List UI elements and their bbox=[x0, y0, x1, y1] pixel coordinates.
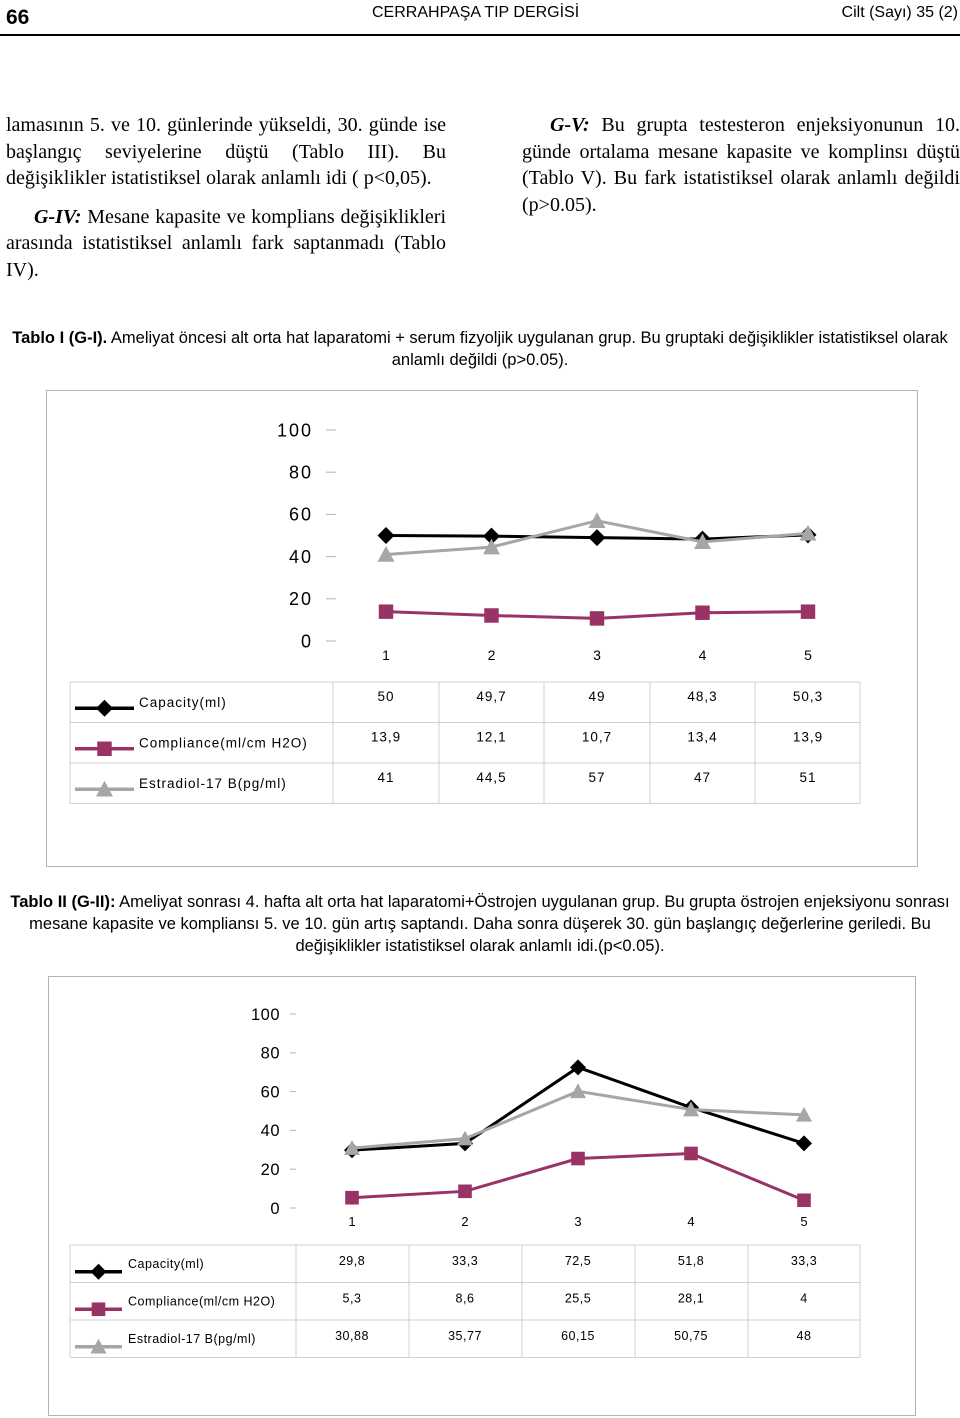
data-label: 44,5 bbox=[476, 769, 507, 785]
data-label: 60,15 bbox=[561, 1329, 595, 1344]
data-label: 57 bbox=[588, 769, 606, 785]
data-point bbox=[458, 1185, 472, 1199]
y-tick-label: 80 bbox=[288, 462, 313, 483]
journal-name: CERRAHPAŞA TIP DERGİSİ bbox=[372, 4, 580, 21]
g4-text: Mesane kapasite ve komplians değişiklikleri arasında istatistiksel anlamlı fark saptanmadı (Tablo IV). bbox=[6, 205, 446, 281]
data-label: 33,3 bbox=[790, 1254, 818, 1269]
data-label: 13,9 bbox=[370, 729, 402, 745]
data-label: 30,88 bbox=[335, 1329, 369, 1344]
data-label: 50,75 bbox=[674, 1329, 708, 1344]
x-tick-label: 5 bbox=[800, 1214, 808, 1229]
data-label: 8,6 bbox=[455, 1291, 475, 1306]
series-name: Capacity(ml) bbox=[139, 694, 227, 710]
data-label: 49,7 bbox=[476, 688, 507, 704]
x-tick-label: 4 bbox=[687, 1214, 695, 1229]
y-tick-label: 40 bbox=[260, 1122, 280, 1141]
series-name: Estradiol-17 B(pg/ml) bbox=[128, 1332, 256, 1347]
table-1-caption-text: Ameliyat öncesi alt orta hat laparatomi + serum fizyoljik uygulanan grup. Bu gruptaki değişiklikler istatistiksel olarak anlamlı değildi (p>0.05). bbox=[107, 329, 948, 369]
data-point bbox=[571, 1152, 585, 1166]
left-paragraph-1: lamasının 5. ve 10. günlerinde yükseldi, 30. günde ise başlangıç seviyelerine düştü (Tablo III). Bu değişiklikler istatistiksel olarak anlamlı idi ( p<0,05). bbox=[6, 114, 446, 189]
data-label: 10,7 bbox=[581, 729, 613, 745]
y-tick-label: 40 bbox=[288, 546, 313, 567]
y-tick-label: 0 bbox=[300, 631, 313, 652]
data-label: 29,8 bbox=[338, 1254, 366, 1269]
y-tick-label: 80 bbox=[260, 1044, 280, 1063]
x-tick-label: 2 bbox=[487, 647, 496, 663]
data-label: 35,77 bbox=[448, 1329, 482, 1344]
x-tick-label: 1 bbox=[348, 1214, 356, 1229]
data-label: 25,5 bbox=[564, 1291, 592, 1306]
data-label: 72,5 bbox=[564, 1254, 592, 1269]
data-label: 28,1 bbox=[677, 1291, 705, 1306]
table-2-label: Tablo II (G-II): bbox=[10, 893, 116, 911]
x-tick-label: 5 bbox=[804, 647, 812, 663]
data-label: 47 bbox=[693, 769, 712, 785]
data-label: 13,4 bbox=[687, 729, 718, 745]
y-tick-label: 60 bbox=[288, 504, 313, 525]
legend-key-marker bbox=[91, 1264, 107, 1280]
x-tick-label: 4 bbox=[698, 647, 707, 663]
data-point bbox=[570, 1059, 586, 1075]
series-name: Capacity(ml) bbox=[128, 1257, 205, 1272]
data-label: 49 bbox=[588, 688, 606, 704]
y-tick-label: 100 bbox=[250, 1005, 280, 1024]
x-tick-label: 3 bbox=[574, 1214, 582, 1229]
table-2-caption-text: Ameliyat sonrası 4. hafta alt orta hat laparatomi+Östrojen uygulanan grup. Bu grupta östrojen enjeksiyonu sonrası mesane kapasite ve kompliansı 5. ve 10. gün artış saptandı. Daha sonra düşerek 30. gün başlangıç değerlerine geriledi. Bu değişiklikler istatistiksel olarak anlamlı idi.(p<0.05). bbox=[29, 893, 950, 955]
issue-info: Cilt (Sayı) 35 (2) bbox=[841, 4, 958, 21]
data-label: 33,3 bbox=[451, 1254, 479, 1269]
data-label: 4 bbox=[800, 1291, 808, 1306]
y-tick-label: 100 bbox=[276, 420, 313, 441]
x-tick-label: 2 bbox=[461, 1214, 469, 1229]
series-name: Compliance(ml/cm H2O) bbox=[128, 1294, 276, 1309]
page-number: 66 bbox=[6, 6, 30, 29]
data-label: 48 bbox=[796, 1329, 812, 1344]
y-tick-label: 20 bbox=[260, 1160, 280, 1179]
series-line bbox=[352, 1091, 804, 1148]
data-point bbox=[684, 1147, 698, 1161]
data-point bbox=[345, 1191, 359, 1205]
x-tick-label: 1 bbox=[382, 647, 390, 663]
series-line bbox=[352, 1067, 804, 1150]
data-point bbox=[796, 1135, 812, 1151]
g4-label: G-IV: bbox=[34, 205, 82, 228]
data-label: 41 bbox=[377, 769, 395, 785]
legend-key-marker bbox=[92, 1302, 106, 1316]
data-label: 12,1 bbox=[476, 729, 507, 745]
series-name: Compliance(ml/cm H2O) bbox=[139, 735, 308, 751]
data-label: 51,8 bbox=[677, 1254, 705, 1269]
data-label: 48,3 bbox=[687, 688, 718, 704]
data-label: 51 bbox=[799, 769, 817, 785]
y-tick-label: 0 bbox=[270, 1199, 280, 1218]
x-tick-label: 3 bbox=[593, 647, 601, 663]
g5-label: G-V: bbox=[550, 114, 590, 136]
data-label: 13,9 bbox=[792, 729, 824, 745]
y-tick-label: 20 bbox=[288, 589, 313, 610]
y-tick-label: 60 bbox=[260, 1083, 280, 1102]
data-point bbox=[797, 1193, 811, 1207]
table-1-label: Tablo I (G-I). bbox=[12, 329, 108, 347]
series-name: Estradiol-17 B(pg/ml) bbox=[139, 775, 287, 791]
data-label: 5,3 bbox=[342, 1291, 362, 1306]
data-label: 50,3 bbox=[792, 688, 824, 704]
data-label: 50 bbox=[377, 688, 395, 704]
g5-text: Bu grupta testesteron enjeksiyonunun 10. günde ortalama mesane kapasite ve komplinsı düştü (Tablo V). Bu fark istatistiksel olarak anlamlı değildi (p>0.05). bbox=[522, 114, 960, 216]
